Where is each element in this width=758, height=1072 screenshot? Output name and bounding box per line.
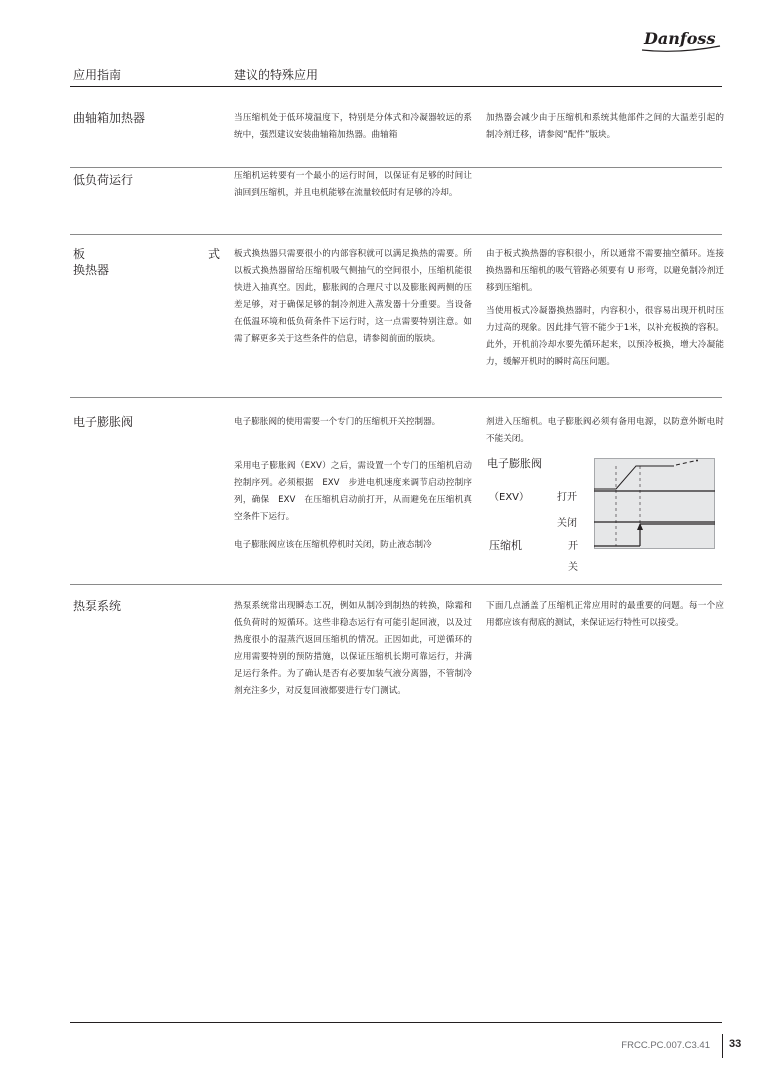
crankcase-text-col1: 当压缩机处于低环境温度下，特别是分体式和冷凝器较远的系统中，强烈建议安装曲轴箱加热器。曲轴箱: [234, 113, 472, 140]
heat-pump-text-col2: 下面几点涵盖了压缩机正常应用时的最重要的问题。每一个应用都应该有彻底的测试，来保证运行特性可以接受。: [486, 601, 724, 628]
section-title-crankcase: 曲轴箱加热器: [73, 111, 146, 125]
section-title-low-load: 低负荷运行: [73, 173, 134, 187]
danfoss-logo: [638, 24, 724, 54]
diagram-label-open: 打开: [557, 492, 577, 503]
heat-pump-text-col1: 热泵系统常出现瞬态工况，例如从制冷到制热的转换，除霜和低负荷时的短循环。这些非稳态运行有可能引起回液，以及过热度很小的湿蒸汽返回压缩机的情况。正因如此，可逆循环的应用需要特别的预防措施，以保证压缩机长期可靠运行，并满足运行条件。为了确认是否有必要加装气液分离器，不管制冷剂充注多少，对反复回液都要进行专门测试。: [234, 601, 472, 696]
exv-text-p1: 电子膨胀阀的使用需要一个专门的压缩机开关控制器。: [234, 417, 441, 427]
crankcase-text-col2: 加热器会减少由于压缩机和系统其他部件之间的大温差引起的制冷剂迁移，请参阅“配件”版块。: [486, 113, 724, 140]
diagram-label-on: 开: [568, 541, 578, 552]
header-app-guide: 应用指南: [73, 68, 122, 82]
section-divider: [70, 397, 722, 398]
exv-timing-diagram: [594, 458, 716, 550]
header-rule: [70, 86, 722, 87]
diagram-dot: [696, 460, 698, 462]
section-divider: [70, 234, 722, 235]
section-title-exv: 电子膨胀阀: [73, 415, 134, 429]
section-title-plate-hx-a: 板: [73, 247, 86, 261]
section-divider: [70, 584, 722, 585]
section-title-plate-hx-c: 换热器: [73, 263, 110, 277]
logo-text: Danfoss: [644, 29, 716, 48]
low-load-text: 压缩机运转要有一个最小的运行时间，以保证有足够的时间让油回到压缩机，并且电机能够在流量较低时有足够的冷却。: [234, 171, 472, 198]
section-title-heat-pump: 热泵系统: [73, 599, 122, 613]
exv-text-p3: 电子膨胀阀应该在压缩机停机时关闭，防止液态制冷: [234, 540, 432, 550]
footer-separator: [722, 1034, 723, 1058]
diagram-background: [595, 459, 715, 549]
diagram-label-compressor: 压缩机: [489, 539, 522, 552]
exv-text-col2: 剂进入压缩机。电子膨胀阀必须有备用电源，以防意外断电时不能关闭。: [486, 417, 724, 444]
footer-rule: [70, 1022, 722, 1023]
diagram-label-closed: 关闭: [557, 518, 577, 529]
exv-text-p2: 采用电子膨胀阀（EXV）之后，需设置一个专门的压缩机启动控制序列。必须根据 EXV 步进电机速度来调节启动控制序列，确保 EXV 在压缩机启动前打开，从而避免在压缩机真空条件下运行。: [234, 461, 472, 522]
diagram-label-exv-abbr: （EXV）: [489, 492, 530, 503]
footer-page-number: 33: [729, 1038, 742, 1050]
footer-doc-code: FRCC.PC.007.C3.41: [621, 1040, 710, 1051]
plate-hx-text-col2-p1: 由于板式换热器的容积很小，所以通常不需要抽空循环。连接换热器和压缩机的吸气管路必须要有 U 形弯，以避免制冷剂迁移到压缩机。: [486, 249, 724, 293]
header-special-apps: 建议的特殊应用: [234, 68, 319, 82]
diagram-label-exv: 电子膨胀阀: [487, 457, 542, 470]
plate-hx-text-col2-p2: 当使用板式冷凝器换热器时，内容积小，很容易出现开机时压力过高的现象。因此排气管不能少于1米，以补充板换的容积。此外，开机前冷却水要先循环起来，以预冷板换，增大冷凝能力，缓解开机时的瞬时高压问题。: [486, 306, 724, 367]
section-title-plate-hx-b: 式: [208, 247, 221, 261]
diagram-label-off: 关: [568, 562, 578, 573]
plate-hx-text-col1: 板式换热器只需要很小的内部容积就可以满足换热的需要。所以板式换热器留给压缩机吸气侧抽气的空间很小，压缩机能很快进入抽真空。因此，膨胀阀的合理尺寸以及膨胀阀两侧的压差足够，对于确保足够的制冷剂进入蒸发器十分重要。当设备在低温环境和低负荷条件下运行时，这一点需要特别注意。如需了解更多关于这些条件的信息，请参阅前面的版块。: [234, 249, 472, 344]
